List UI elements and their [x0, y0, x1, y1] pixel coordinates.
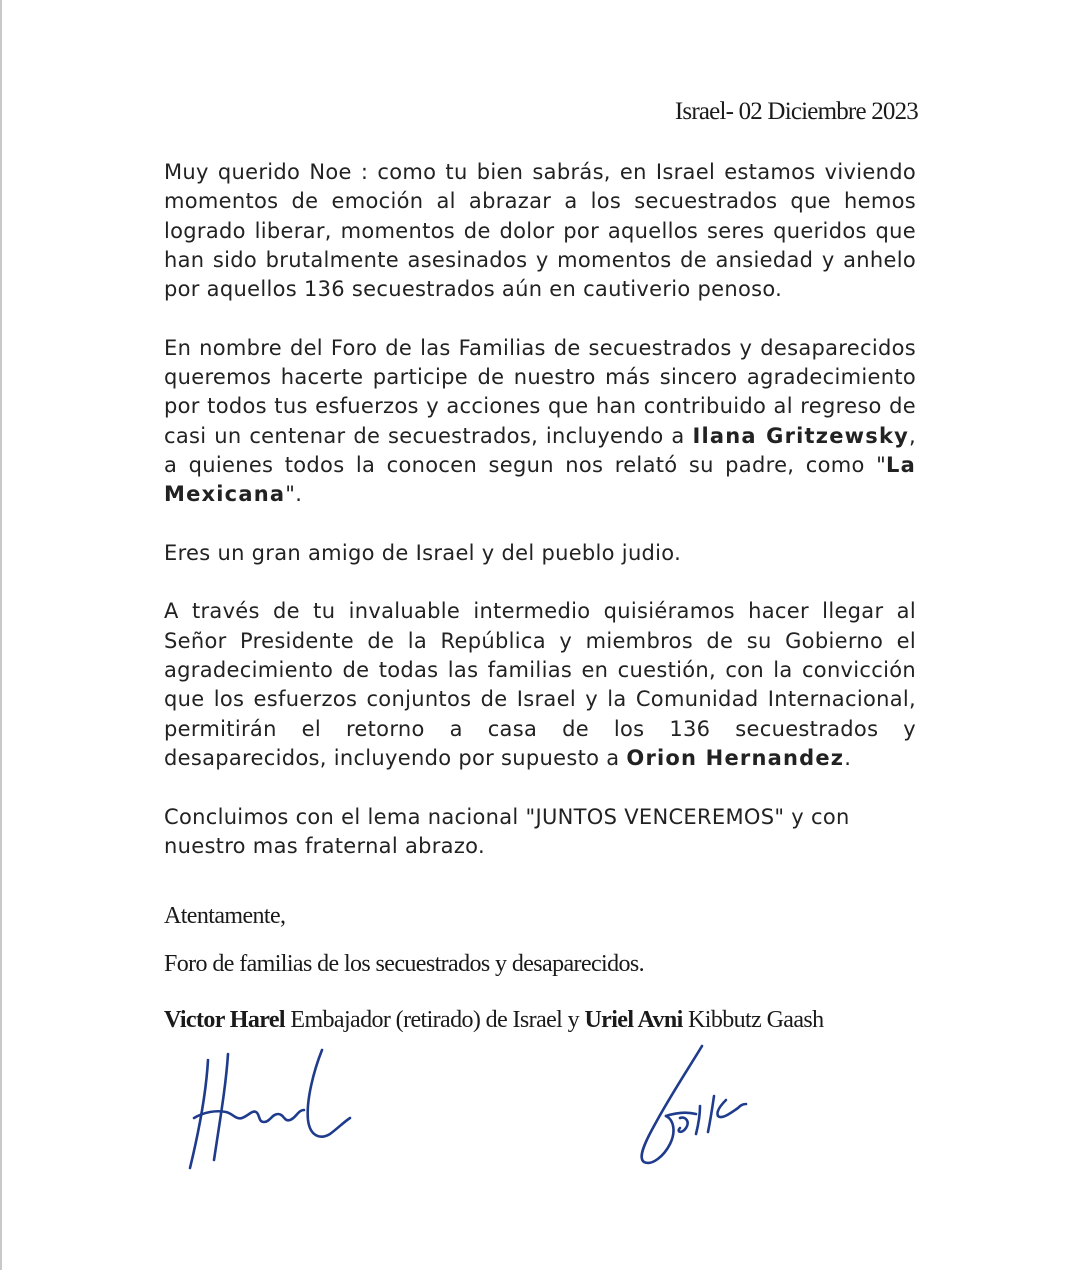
paragraph-greeting: Muy querido Noe : como tu bien sabrás, en Israel estamos viviendo momentos de emoción al abrazar a los secuestrados que hemos logrado liberar, momentos de dolor por aquellos seres queridos que han sido brutalmente asesinados y momentos de ansiedad y anhelo por aquellos 136 secuestrados aún en cautiverio penoso.	[164, 160, 916, 302]
signer-name-uriel-avni: Uriel Avni	[584, 1007, 683, 1033]
page-edge	[0, 0, 2, 1270]
signers-line	[164, 1007, 824, 1034]
signature-uriel-avni	[630, 1036, 760, 1171]
paragraph-friend: Eres un gran amigo de Israel y del pueblo judio.	[164, 540, 682, 565]
organization-name: Foro de familias de los secuestrados y desaparecidos.	[164, 951, 645, 977]
signer-name-victor-harel: Victor Harel	[164, 1007, 285, 1033]
closing-salutation: Atentamente,	[164, 903, 286, 929]
hostage-name-ilana: Ilana Gritzewsky	[692, 423, 910, 448]
letter-date: Israel- 02 Diciembre 2023	[674, 98, 918, 125]
hostage-name-orion: Orion Hernandez	[626, 745, 845, 770]
letter-body	[164, 158, 916, 890]
paragraph-thanks-text: , a quienes todos la conocen segun nos relató su padre, como "	[164, 423, 916, 477]
paragraph-conclusion: Concluimos con el lema nacional "JUNTOS VENCEREMOS" y con nuestro mas fraternal abrazo.	[164, 804, 850, 858]
paragraph-thanks-text: En nombre del Foro de las Familias de secuestrados y desaparecidos queremos hacerte participe de nuestro más sincero agradecimiento por todos tus esfuerzos y acciones que han contribuido al regreso de casi un centenar de secuestrados, incluyendo a	[164, 335, 916, 448]
signature-victor-harel	[180, 1040, 370, 1180]
signer-title-1: Embajador (retirado) de Israel y	[284, 1007, 585, 1033]
paragraph-request	[164, 597, 916, 773]
nickname-la-mexicana: La Mexicana	[164, 452, 916, 507]
paragraph-request-text: .	[844, 745, 852, 770]
paragraph-thanks	[164, 334, 916, 510]
paragraph-thanks-text: ".	[285, 482, 303, 507]
signer-title-2: Kibbutz Gaash	[682, 1007, 824, 1033]
paragraph-request-text: A través de tu invaluable intermedio quisiéramos hacer llegar al Señor Presidente de la República y miembros de su Gobierno el agradecimiento de todas las familias en cuestión, con la convicción que los esfuerzos conjuntos de Israel y la Comunidad Internacional, permitirán el retorno a casa de los 136 secuestrados y desaparecidos, incluyendo por supuesto a	[164, 599, 916, 770]
